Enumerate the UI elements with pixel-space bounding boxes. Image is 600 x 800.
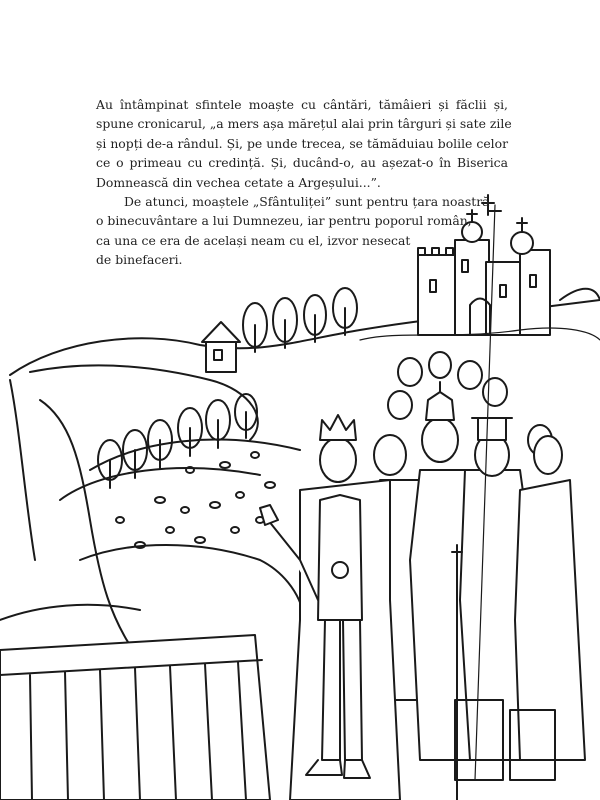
text-line: ce o primeau cu credință. Și, ducând-o, au așezat-o în Biserica bbox=[96, 155, 508, 171]
trees bbox=[98, 288, 357, 488]
text-line: Domnească din vechea cetate a Argeșului...”. bbox=[96, 174, 381, 190]
house bbox=[202, 322, 240, 372]
text-line: o binecuvântare a lui Dumnezeu, iar pentru poporul român, bbox=[96, 213, 472, 229]
paragraph-1 bbox=[96, 95, 512, 192]
paragraph-2 bbox=[96, 192, 508, 270]
text-line: De atunci, moaștele „Sfântuliței” sunt pentru țara noastră bbox=[124, 194, 490, 210]
text-line: ca una ce era de același neam cu el, izvor nesecat bbox=[96, 232, 411, 248]
text-line: și nopți de-a rândul. Și, pe unde trecea, se tămăduiau bolile celor bbox=[96, 135, 508, 151]
text-line: de binefaceri. bbox=[96, 252, 183, 268]
story-text bbox=[96, 95, 512, 270]
fence bbox=[0, 635, 270, 800]
king-figure bbox=[260, 415, 400, 800]
text-line: spune cronicarul, „a mers așa mărețul alai prin târguri și sate zile bbox=[96, 116, 512, 132]
text-line: Au întâmpinat sfintele moaște cu cântări, tămâieri și făclii și, bbox=[96, 97, 508, 112]
hill-texture bbox=[116, 452, 275, 548]
